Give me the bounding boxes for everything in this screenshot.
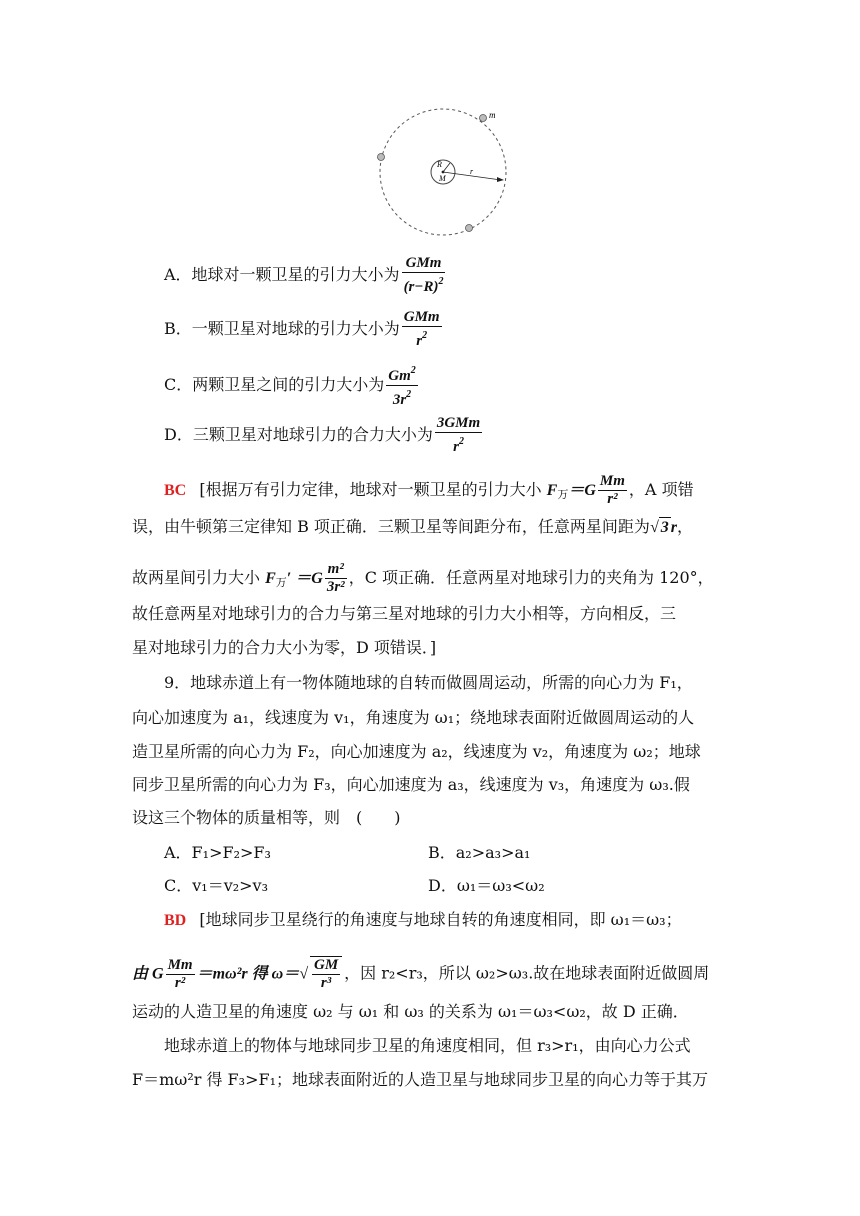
q9-stem-line-2: 向心加速度为 a₁，线速度为 v₁，角速度为 ω₁；绕地球表面附近做圆周运动的人: [132, 708, 695, 727]
q9-option-c: C．v₁＝v₂>v₃: [164, 876, 269, 895]
q8-answer: BC: [164, 482, 187, 499]
label-m: m: [489, 110, 496, 120]
satellite-bottom-right: [466, 225, 473, 232]
radius-R-line: [443, 163, 450, 172]
q8-explanation-line-4: 故任意两星对地球引力的合力与第三星对地球的引力大小相等，方向相反，三: [132, 604, 677, 623]
orbit-diagram: [370, 100, 520, 250]
q8-option-d: D．三颗卫星对地球引力的合力大小为 $\frac{\text{3GMm}}{r^2}$: [164, 415, 481, 455]
q8-explanation-line-2: 误，由牛顿第三定律知 B 项正确．三颗卫星等间距分布，任意两星间距为√ 3 r，: [132, 517, 693, 536]
q8-explanation-line-3: 故两星间引力大小 $F_万' =G$ $\frac{\text{m²}}{\text{3r²}}$ ，C 项正确．任意两星对地球引力的夹角为 120°，: [132, 561, 714, 595]
satellite-left: [378, 154, 385, 161]
q9-explanation-line-3: 运动的人造卫星的角速度 ω₂ 与 ω₁ 和 ω₃ 的关系为 ω₁＝ω₃<ω₂，故 D 正确．: [132, 1002, 689, 1021]
q8-option-b: B．一颗卫星对地球的引力大小为 $\frac{\text{GMm}}{r^2}$: [164, 309, 440, 349]
q9-stem-line-4: 同步卫星所需的向心力为 F₃，向心加速度为 a₃，线速度为 v₃，角速度为 ω₃.假: [132, 775, 690, 794]
q9-option-d: D．ω₁＝ω₃<ω₂: [428, 876, 545, 895]
q8-option-a: A．地球对一颗卫星的引力大小为 $\frac{\text{GMm}}{(r-R)^2}$: [164, 255, 444, 295]
q9-option-b: B．a₂>a₃>a₁: [428, 843, 531, 862]
q9-explanation-line-4: 地球赤道上的物体与地球同步卫星的角速度相同，但 r₃>r₁，由向心力公式: [164, 1036, 691, 1055]
q9-option-a: A．F₁>F₂>F₃: [164, 843, 271, 862]
q9-explanation-line-1: BD [地球同步卫星绕行的角速度与地球自转的角速度相同，即 ω₁＝ω₃；: [164, 910, 682, 929]
q9-explanation-line-2: 由 G $\frac{Mm}{\text{r²}}$ ＝mω²r 得 ω＝√ $\frac{GM}{\text{r³}}$ ，因 r₂<r₃，所以 ω₂>ω₃.故在地球表面附近做圆周: [132, 956, 710, 991]
q9-stem-line-1: 9．地球赤道上有一物体随地球的自转而做圆周运动，所需的向心力为 F₁，: [164, 673, 693, 692]
q8-explanation-line-5: 星对地球引力的合力大小为零，D 项错误．]: [132, 638, 437, 657]
q9-stem-line-3: 造卫星所需的向心力为 F₂，向心加速度为 a₂，线速度为 v₂，角速度为 ω₂；地球: [132, 742, 701, 761]
q9-stem-line-5: 设这三个物体的质量相等，则 ( ): [132, 808, 401, 827]
satellite-top-right: [480, 115, 487, 122]
q8-option-c: C．两颗卫星之间的引力大小为 $\frac{Gm^2}{3r^2}$: [164, 362, 420, 409]
radius-r-arrowhead: [497, 177, 504, 182]
q9-explanation-line-5: F＝mω²r 得 F₃>F₁；地球表面附近的人造卫星与地球同步卫星的向心力等于其万: [132, 1070, 708, 1089]
q9-answer: BD: [164, 912, 187, 929]
label-M: M: [439, 174, 446, 183]
label-r: r: [470, 167, 474, 176]
label-R: R: [437, 160, 442, 169]
q8-explanation-line-1: BC [根据万有引力定律，地球对一颗卫星的引力大小 $F_万=G$ $\frac{Mm}{\text{r²}}$ ，A 项错: [164, 473, 694, 507]
